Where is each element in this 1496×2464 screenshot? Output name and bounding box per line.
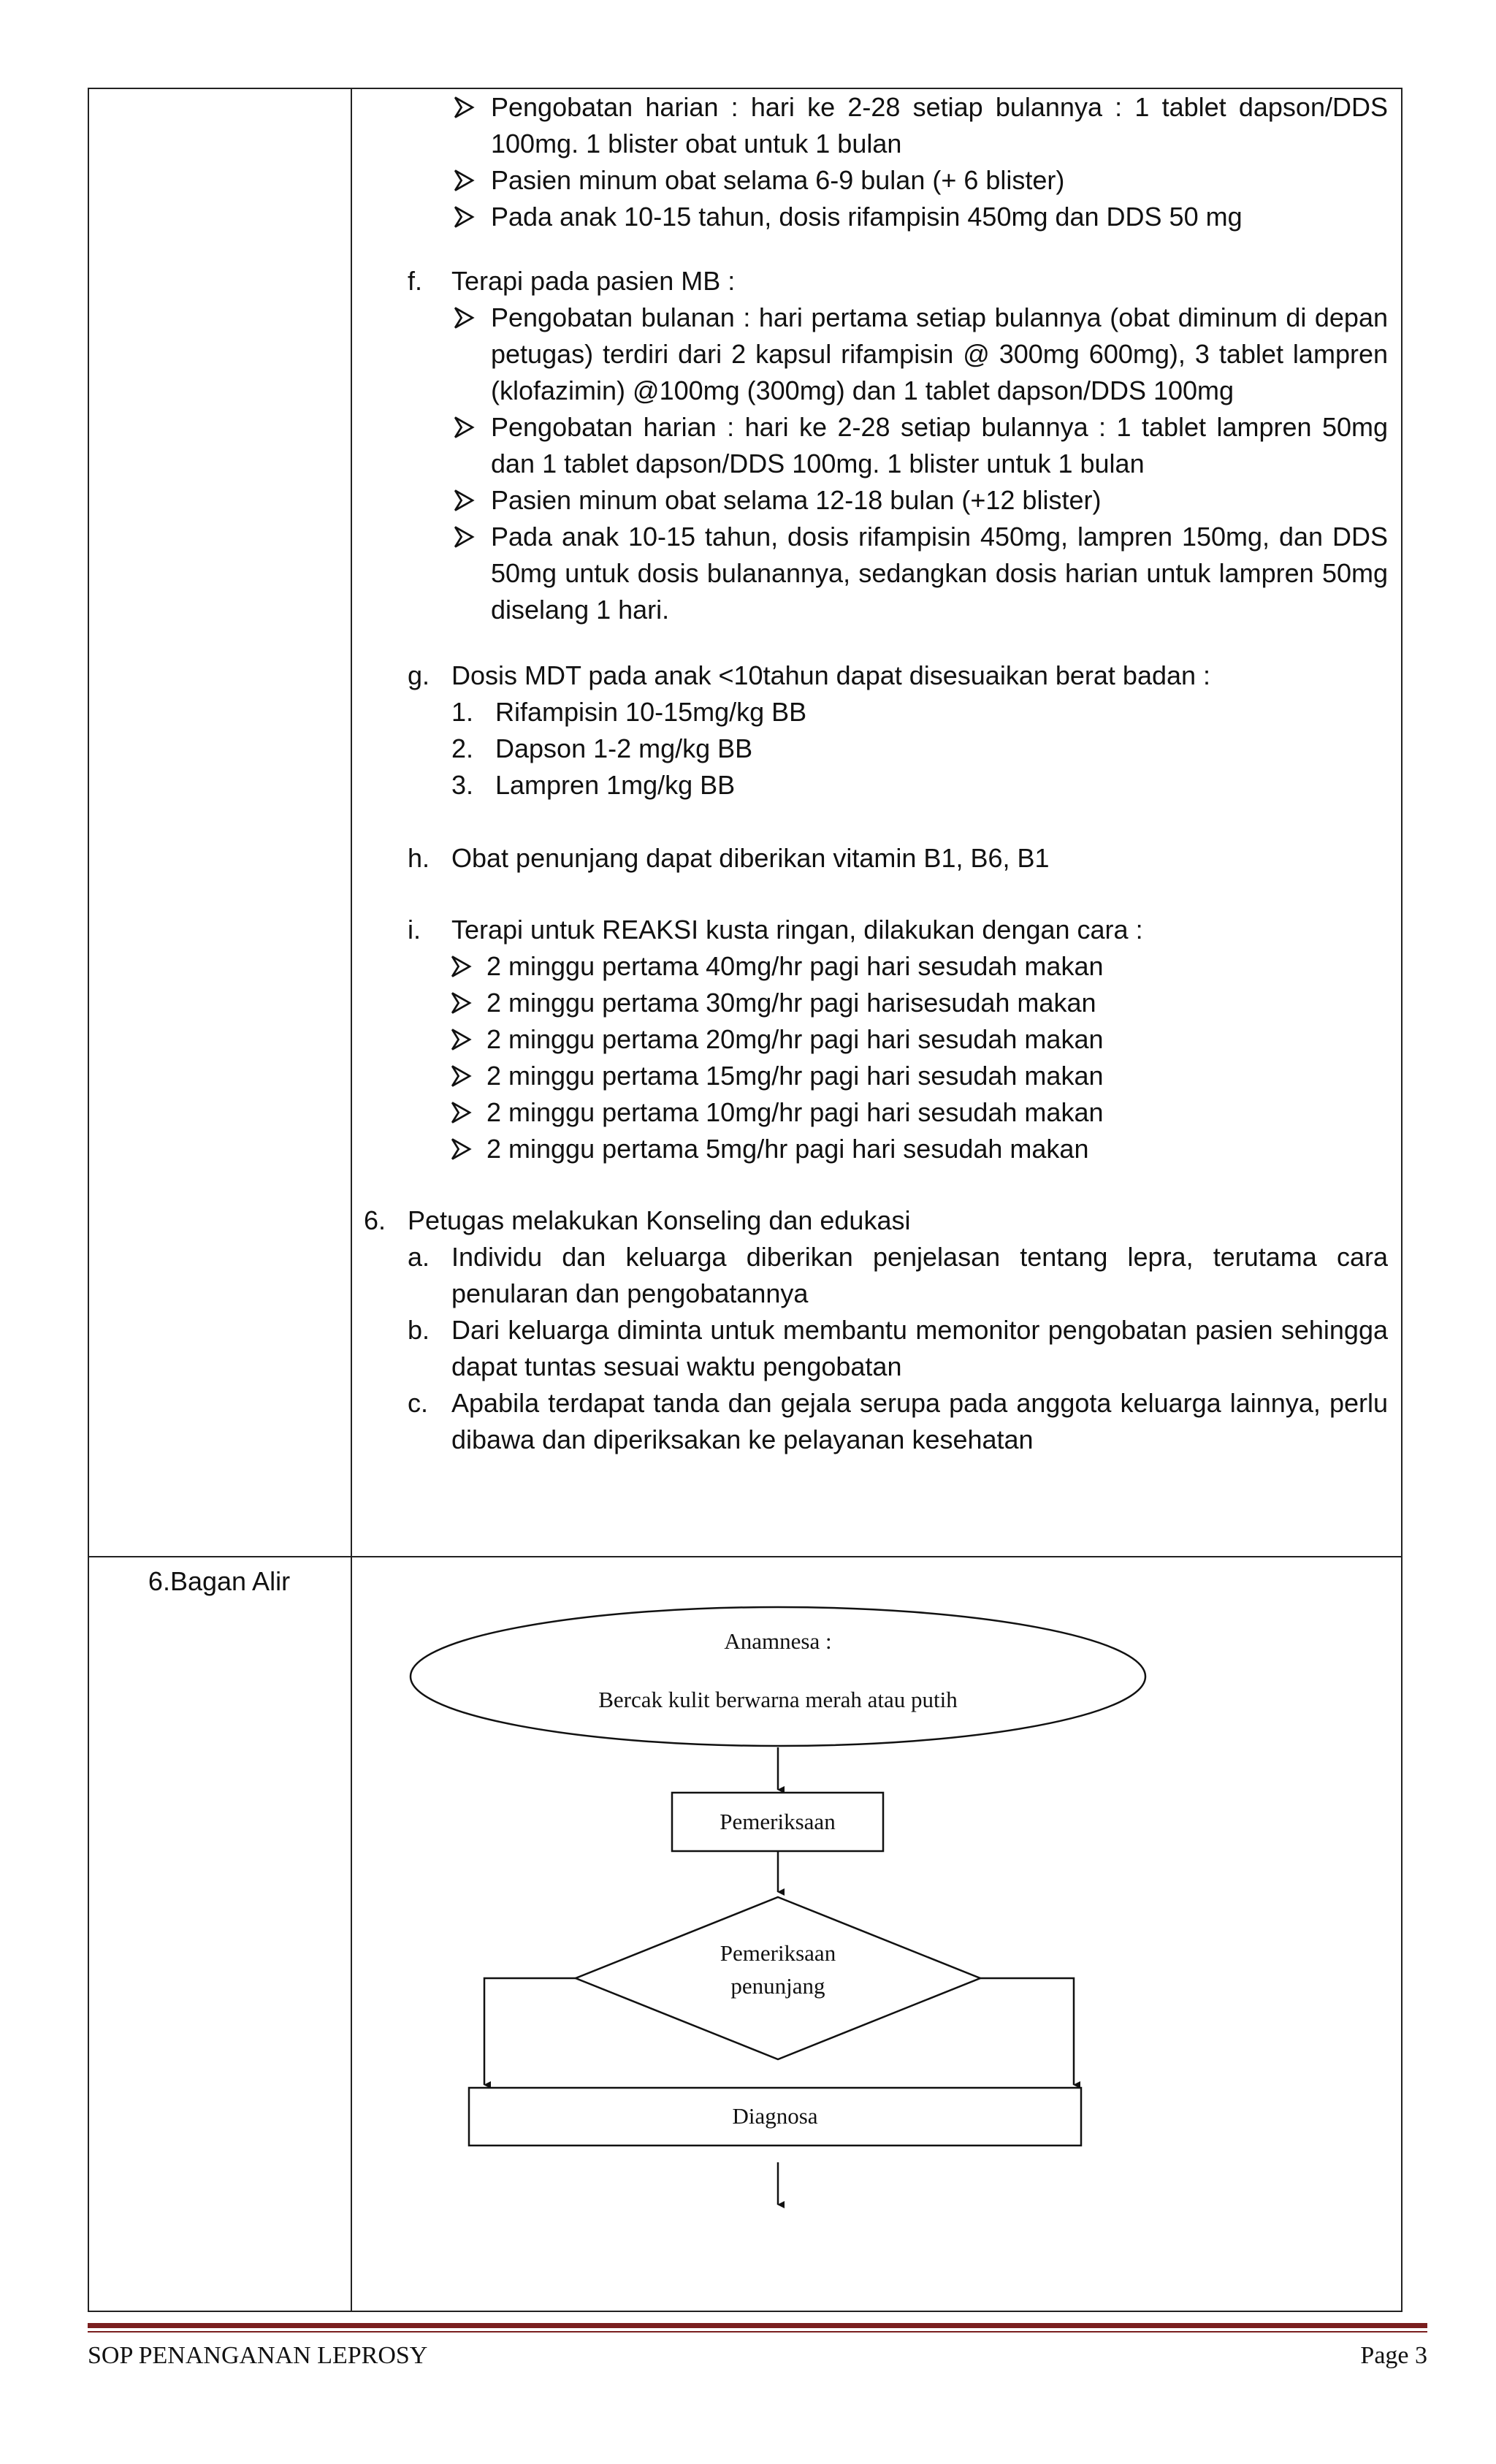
bullet-text: Pengobatan bulanan : hari pertama setiap bulannya (obat diminum di depan petugas) terdiri dari 2 kapsul rifampisin @ 300mg 600mg), 3 tablet lampren (klofazimin) @100mg (300mg) dan 1 tablet dapson/DDS 100mg — [491, 302, 1388, 405]
arrow-bullet-icon — [451, 488, 476, 513]
list-item — [451, 300, 1388, 409]
list-item-h — [408, 840, 1388, 877]
list-marker: c. — [408, 1388, 429, 1418]
list-marker: i. — [408, 915, 421, 945]
penunjang-label-line1: Pemeriksaan — [720, 1940, 836, 1966]
flowchart-drawing — [352, 1565, 1401, 2311]
anamnesa-title: Anamnesa : — [724, 1628, 832, 1654]
list-item — [408, 1312, 1388, 1385]
list-item — [451, 482, 1388, 519]
arrow-right-branch — [980, 1978, 1074, 2085]
list-number: 2. — [451, 733, 474, 763]
arrow-bullet-icon — [449, 1137, 473, 1162]
list-item — [451, 89, 1388, 162]
procedure-content — [351, 88, 1402, 1556]
arrow-bullet-icon — [451, 305, 476, 330]
footer-rule-thick — [88, 2323, 1427, 2328]
list-item — [449, 1058, 1388, 1094]
list-number: 3. — [451, 770, 474, 800]
section-title: Petugas melakukan Konseling dan edukasi — [408, 1205, 911, 1235]
item-text: Obat penunjang dapat diberikan vitamin B1, B6, B1 — [451, 843, 1050, 873]
penunjang-label-line2: penunjang — [730, 1973, 825, 1999]
pemeriksaan-label: Pemeriksaan — [720, 1809, 836, 1834]
section-title: Terapi untuk REAKSI kusta ringan, dilakukan dengan cara : — [451, 915, 1143, 945]
list-item-g — [408, 657, 1388, 694]
arrow-bullet-icon — [449, 1100, 473, 1125]
list-item — [451, 767, 1388, 804]
list-item — [408, 1239, 1388, 1312]
bullet-text: Pengobatan harian : hari ke 2-28 setiap bulannya : 1 tablet lampren 50mg dan 1 tablet dapson/DDS 100mg. 1 blister untuk 1 bulan — [491, 412, 1388, 478]
bullet-text: 2 minggu pertama 5mg/hr pagi hari sesudah makan — [486, 1134, 1089, 1164]
arrow-bullet-icon — [451, 95, 476, 120]
list-marker: b. — [408, 1315, 430, 1345]
bullet-text: 2 minggu pertama 40mg/hr pagi hari sesudah makan — [486, 951, 1104, 981]
list-item-6 — [364, 1202, 1388, 1239]
diagnosa-label: Diagnosa — [732, 2103, 818, 2129]
list-marker: f. — [408, 266, 423, 296]
page-number: Page 3 — [1360, 2342, 1427, 2369]
arrow-bullet-icon — [451, 168, 476, 193]
list-item — [451, 519, 1388, 628]
footer-rule-thin — [88, 2331, 1427, 2333]
item-text: Apabila terdapat tanda dan gejala serupa pada anggota keluarga lainnya, perlu dibawa dan diperiksakan ke pelayanan kesehatan — [451, 1388, 1388, 1454]
list-item — [451, 731, 1388, 767]
item-text: Dari keluarga diminta untuk membantu memonitor pengobatan pasien sehingga dapat tuntas sesuai waktu pengobatan — [451, 1315, 1388, 1381]
list-item — [408, 1385, 1388, 1458]
flowchart — [352, 1565, 1401, 2311]
arrow-bullet-icon — [449, 954, 473, 979]
arrow-bullet-icon — [449, 1027, 473, 1052]
list-item — [449, 948, 1388, 985]
bullet-text: Pada anak 10-15 tahun, dosis rifampisin 450mg dan DDS 50 mg — [491, 202, 1243, 232]
section-title: Terapi pada pasien MB : — [451, 266, 736, 296]
bullet-text: 2 minggu pertama 10mg/hr pagi hari sesudah makan — [486, 1097, 1104, 1127]
bullet-text: Pasien minum obat selama 6-9 bulan (+ 6 blister) — [491, 165, 1065, 195]
list-item — [449, 985, 1388, 1021]
arrow-left-branch — [484, 1978, 576, 2085]
bullet-text: 2 minggu pertama 15mg/hr pagi hari sesudah makan — [486, 1061, 1104, 1091]
anamnesa-text: Bercak kulit berwarna merah atau putih — [598, 1687, 958, 1712]
arrow-bullet-icon — [451, 525, 476, 549]
arrow-bullet-icon — [449, 1064, 473, 1088]
footer-title: SOP PENANGANAN LEPROSY — [88, 2342, 428, 2369]
item-text: Individu dan keluarga diberikan penjelasan tentang lepra, terutama cara penularan dan pengobatannya — [451, 1242, 1388, 1308]
list-marker: g. — [408, 660, 430, 690]
arrow-bullet-icon — [451, 415, 476, 440]
bullet-text: Pengobatan harian : hari ke 2-28 setiap bulannya : 1 tablet dapson/DDS 100mg. 1 blister obat untuk 1 bulan — [491, 92, 1388, 159]
bullet-text: 2 minggu pertama 30mg/hr pagi harisesudah makan — [486, 988, 1096, 1018]
item-text: Lampren 1mg/kg BB — [495, 770, 736, 800]
list-item — [449, 1094, 1388, 1131]
arrow-bullet-icon — [451, 205, 476, 229]
table-border-left — [88, 88, 89, 2312]
item-text: Dapson 1-2 mg/kg BB — [495, 733, 753, 763]
list-item-i — [408, 912, 1388, 948]
list-item — [451, 409, 1388, 482]
flowchart-label: 6.Bagan Alir — [148, 1566, 291, 1596]
list-item — [449, 1131, 1388, 1167]
list-marker: a. — [408, 1242, 430, 1272]
list-item — [449, 1021, 1388, 1058]
list-marker: h. — [408, 843, 430, 873]
section-title: Dosis MDT pada anak <10tahun dapat disesuaikan berat badan : — [451, 660, 1211, 690]
list-item — [451, 694, 1388, 731]
list-item — [451, 162, 1388, 199]
list-marker: 6. — [364, 1205, 386, 1235]
list-number: 1. — [451, 697, 474, 727]
table-row-divider — [88, 1556, 1402, 1557]
arrow-bullet-icon — [449, 991, 473, 1015]
bullet-text: 2 minggu pertama 20mg/hr pagi hari sesudah makan — [486, 1024, 1104, 1054]
list-item-f — [408, 263, 1388, 300]
item-text: Rifampisin 10-15mg/kg BB — [495, 697, 807, 727]
bullet-text: Pasien minum obat selama 12-18 bulan (+12 blister) — [491, 485, 1102, 515]
list-item — [451, 199, 1388, 235]
bullet-text: Pada anak 10-15 tahun, dosis rifampisin 450mg, lampren 150mg, dan DDS 50mg untuk dosis bulanannya, sedangkan dosis harian untuk lampren 50mg diselang 1 hari. — [491, 522, 1388, 625]
